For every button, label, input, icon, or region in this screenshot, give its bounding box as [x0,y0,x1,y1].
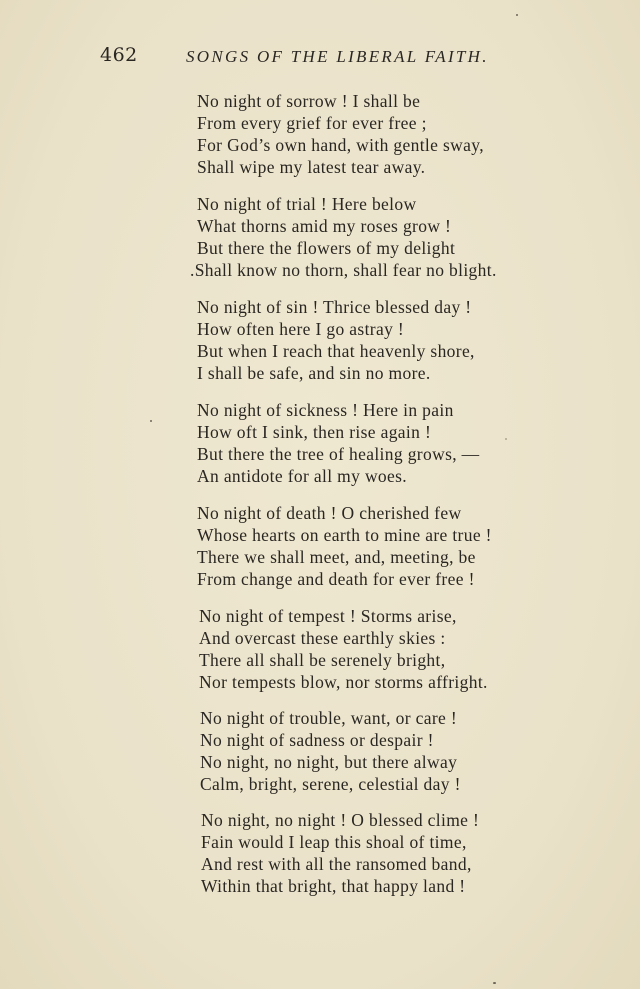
poem-line: From every grief for ever free ; [197,113,427,133]
poem-line: But there the tree of healing grows, — [197,444,480,464]
poem-line: No night of death ! O cherished few [197,503,462,523]
running-title: SONGS OF THE LIBERAL FAITH. [186,47,489,66]
poem-line: Within that bright, that happy land ! [201,876,466,896]
poem-line: Shall wipe my latest tear away. [197,157,426,177]
poem-line: No night, no night, but there alway [200,752,458,772]
poem-line: But there the flowers of my delight [197,238,456,258]
poem-line: Nor tempests blow, nor storms affright. [199,672,488,692]
poem-line: There all shall be serenely bright, [199,650,446,670]
poem-line: What thorns amid my roses grow ! [197,216,452,236]
poem-line: For God’s own hand, with gentle sway, [197,135,484,155]
poem-line: Whose hearts on earth to mine are true ! [197,525,492,545]
poem-line: And rest with all the ransomed band, [201,854,472,874]
page-number: 462 [100,44,138,66]
poem-line: No night of sickness ! Here in pain [197,400,454,420]
poem-line: No night of tempest ! Storms arise, [199,606,457,626]
poem-line: No night of sadness or despair ! [200,730,434,750]
poem-line: There we shall meet, and, meeting, be [197,547,476,567]
poem-line: No night of trouble, want, or care ! [200,708,458,728]
poem-line: Calm, bright, serene, celestial day ! [200,774,461,794]
paper-speck [505,438,507,440]
paper-speck [516,14,518,16]
poem-line: And overcast these earthly skies : [199,628,446,648]
poem-line: No night of sorrow ! I shall be [197,91,421,111]
poem-line: An antidote for all my woes. [197,466,408,486]
poem-line: But when I reach that heavenly shore, [197,341,475,361]
poem-line: From change and death for ever free ! [197,569,475,589]
poem-line: No night of trial ! Here below [197,194,417,214]
page-header [0,44,640,74]
poem-line: How oft I sink, then rise again ! [197,422,432,442]
poem-line: No night of sin ! Thrice blessed day ! [197,297,472,317]
paper-speck [493,982,496,984]
poem-line: How often here I go astray ! [197,319,405,339]
poem-line: Fain would I leap this shoal of time, [201,832,467,852]
poem-line: I shall be safe, and sin no more. [197,363,431,383]
paper-speck [150,420,152,422]
poem-line: No night, no night ! O blessed clime ! [201,810,480,830]
poem-line: .Shall know no thorn, shall fear no blight. [190,260,497,280]
